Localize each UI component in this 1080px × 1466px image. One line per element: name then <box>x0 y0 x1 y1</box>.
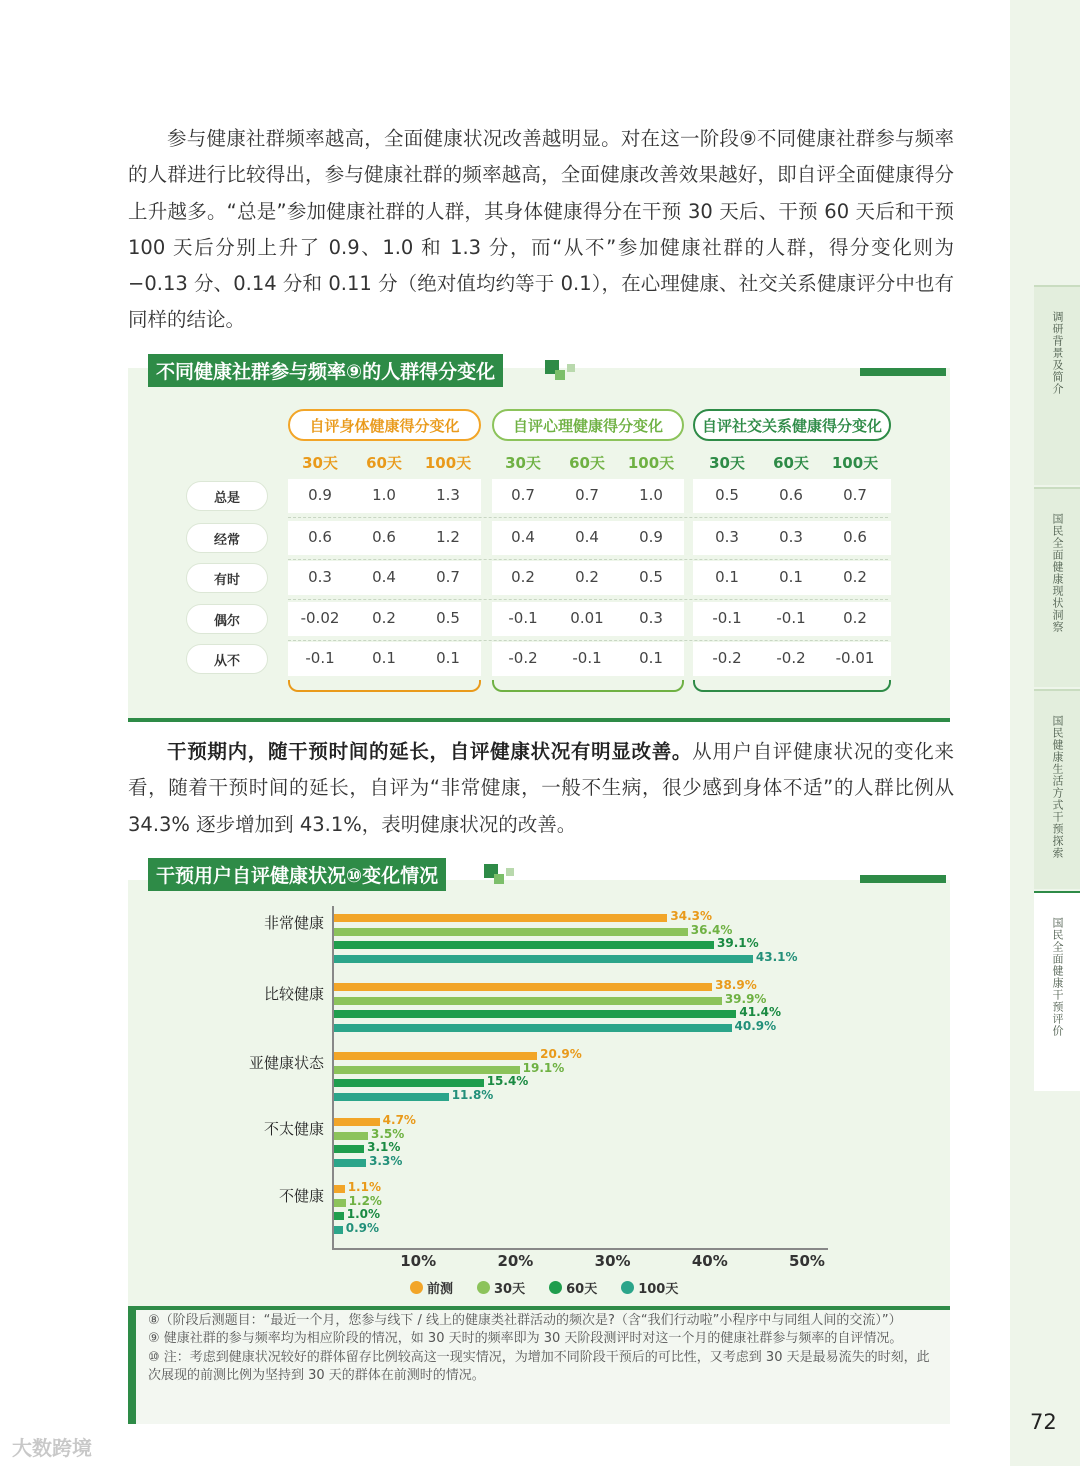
bar-60天 <box>334 941 714 949</box>
bar-60天 <box>334 1079 484 1087</box>
bar-30天 <box>334 1132 368 1140</box>
bar-60天 <box>334 1212 344 1220</box>
legend-item <box>477 1278 525 1297</box>
paragraph-2 <box>128 734 954 843</box>
table-cell: 0.2 <box>511 568 535 586</box>
panel-corner-line <box>860 875 946 883</box>
bar-value-label: 0.9% <box>345 1220 380 1235</box>
bar-30天 <box>334 1066 520 1074</box>
bar-value-label: 39.9% <box>724 991 767 1006</box>
bar-value-label: 1.1% <box>347 1180 381 1194</box>
title-decoration-icon <box>545 358 577 382</box>
bar-value-label: 39.1% <box>717 936 759 950</box>
table-cell: 0.9 <box>308 486 332 504</box>
bar-value-label: 20.9% <box>540 1047 582 1061</box>
bar-60天 <box>334 1145 364 1153</box>
column-header: 30天 <box>505 454 541 472</box>
x-tick-label: 10% <box>400 1252 437 1270</box>
side-tab-3[interactable] <box>1034 689 1080 889</box>
table-cell: 0.1 <box>779 568 803 586</box>
chart-panel-title: 干预用户自评健康状况⑩变化情况 <box>148 858 446 891</box>
table-cell: -0.1 <box>712 609 742 627</box>
paragraph-2-bold: 干预期内，随干预时间的延长，自评健康状况有明显改善。 <box>167 740 693 763</box>
table-cell: 0.3 <box>308 568 332 586</box>
footnote-9: ⑨ 健康社群的参与频率均为相应阶段的情况，如 30 天时的频率即为 30 天阶段测评时对这一个月的健康社群参与频率的自评情况。 <box>148 1331 903 1347</box>
row-label: 有时 <box>186 563 268 593</box>
bar-value-label: 4.7% <box>382 1113 416 1127</box>
table-cell: 0.6 <box>779 486 803 504</box>
legend-label: 60天 <box>566 1282 598 1297</box>
table-cell: 0.2 <box>575 568 599 586</box>
table-cell: 0.5 <box>639 568 663 586</box>
side-tab-label: 国民健康生活方式干预探索 <box>1051 715 1064 859</box>
table-cell: 0.3 <box>639 609 663 627</box>
side-tab-1[interactable] <box>1034 285 1080 485</box>
table-cell: 0.9 <box>639 528 663 546</box>
legend-dot-icon <box>410 1281 423 1294</box>
bar-value-label: 43.1% <box>755 949 798 964</box>
watermark: 大数跨境 <box>12 1436 92 1460</box>
paragraph-1-text: 参与健康社群频率越高，全面健康状况改善越明显。对在这一阶段⑨不同健康社群参与频率的人群进行比较得出，参与健康社群的频率越高，全面健康改善效果越好，即自评全面健康得分上升越多。“总是”参加健康社群的人群，其身体健康得分在干预 30 天后、干预 60 天后和干预 100 天后分别上升了 0.9、1.0 和 1.3 分，而“从不”参加健康社群的人群，得分变化则为 −0.13 分、0.14 分和 0.11 分（绝对值均约等于 0.1），在心理健康、社交关系健康评分中也有同样的结论。 <box>128 127 954 332</box>
title-decoration-icon <box>484 862 516 886</box>
table-cell: 0.1 <box>436 649 460 667</box>
legend-item <box>621 1278 678 1297</box>
category-label: 不健康 <box>278 1187 324 1205</box>
table-cell: 0.5 <box>715 486 739 504</box>
bar-value-label: 15.4% <box>486 1074 529 1088</box>
table-cell: 0.6 <box>843 528 867 546</box>
bar-value-label: 1.0% <box>346 1207 380 1221</box>
table-cell: -0.01 <box>835 649 875 667</box>
table-cell: 0.2 <box>372 609 396 627</box>
bar-前测 <box>334 983 712 991</box>
table-cell: 1.0 <box>372 486 396 504</box>
table-cell: 0.1 <box>715 568 739 586</box>
column-header: 60天 <box>773 454 809 472</box>
group-header: 自评社交关系健康得分变化 <box>693 409 891 441</box>
table-cell: 0.7 <box>511 486 535 504</box>
table-cell: 0.7 <box>575 486 599 504</box>
row-divider <box>288 517 888 518</box>
table-cell: 0.1 <box>639 649 663 667</box>
table-cell: 0.4 <box>372 568 396 586</box>
table-cell: 1.3 <box>436 486 460 504</box>
table-cell: 1.0 <box>639 486 663 504</box>
bar-前测 <box>334 1118 380 1126</box>
row-divider <box>288 599 888 600</box>
bar-100天 <box>334 1024 732 1032</box>
footnote-10: ⑩ 注：考虑到健康状况较好的群体留存比例较高这一现实情况，为增加不同阶段干预后的可比性，又考虑到 30 天是最易流失的时刻，此次展现的前测比例为坚持到 30 天的群体在前测时的情况。 <box>148 1349 930 1383</box>
table-panel-title: 不同健康社群参与频率⑨的人群得分变化 <box>148 354 503 387</box>
legend-dot-icon <box>477 1281 490 1294</box>
bar-value-label: 38.9% <box>715 978 757 992</box>
footnote-8: ⑧（阶段后测题目：“最近一个月，您参与线下 / 线上的健康类社群活动的频次是?（含“我们行动啦”小程序中与同组人间的交流）”） <box>148 1313 902 1328</box>
row-label: 偶尔 <box>186 604 268 634</box>
column-header: 100天 <box>831 454 879 472</box>
row-label: 经常 <box>186 523 268 553</box>
table-cell: -0.1 <box>305 649 335 667</box>
table-cell: -0.02 <box>300 609 340 627</box>
group-header: 自评心理健康得分变化 <box>492 409 684 441</box>
paragraph-1 <box>128 121 954 339</box>
legend-dot-icon <box>549 1281 562 1294</box>
table-cell: 0.6 <box>308 528 332 546</box>
legend-item <box>410 1278 453 1297</box>
table-cell: 0.01 <box>570 609 604 627</box>
x-axis-line <box>332 1248 828 1250</box>
table-cell: 0.4 <box>575 528 599 546</box>
bar-value-label: 3.3% <box>369 1153 403 1168</box>
table-cell: -0.1 <box>776 609 806 627</box>
row-divider <box>288 640 888 641</box>
table-cell: 0.5 <box>436 609 460 627</box>
column-header: 100天 <box>627 454 675 472</box>
chart-legend <box>410 1278 678 1297</box>
category-label: 比较健康 <box>263 985 324 1003</box>
legend-label: 100天 <box>638 1282 679 1297</box>
side-tab-2[interactable] <box>1034 487 1080 687</box>
column-header: 60天 <box>366 454 402 472</box>
group-footer-bracket <box>492 680 684 692</box>
table-cell: -0.1 <box>508 609 538 627</box>
table-cell: 0.7 <box>436 568 460 586</box>
bar-100天 <box>334 1093 449 1101</box>
column-header: 30天 <box>709 454 745 472</box>
bar-前测 <box>334 914 667 922</box>
bar-value-label: 19.1% <box>522 1060 565 1075</box>
column-header: 100天 <box>424 454 472 472</box>
bar-value-label: 41.4% <box>739 1005 782 1019</box>
table-cell: 0.2 <box>843 609 867 627</box>
table-cell: -0.2 <box>508 649 538 667</box>
table-cell: 0.3 <box>779 528 803 546</box>
group-header: 自评身体健康得分变化 <box>288 409 481 441</box>
table-cell: -0.2 <box>712 649 742 667</box>
side-tab-label: 国民全面健康干预评价 <box>1051 917 1064 1037</box>
footnotes <box>128 1310 950 1424</box>
page-number: 72 <box>1030 1410 1057 1434</box>
side-tab-label: 国民全面健康现状洞察 <box>1051 513 1064 633</box>
panel-corner-line <box>860 368 946 376</box>
bar-30天 <box>334 997 722 1005</box>
bar-30天 <box>334 1199 346 1207</box>
category-label: 非常健康 <box>263 914 324 932</box>
table-cell: 0.6 <box>372 528 396 546</box>
table-cell: 0.3 <box>715 528 739 546</box>
bar-value-label: 40.9% <box>734 1018 777 1033</box>
table-cell: 0.2 <box>843 568 867 586</box>
x-tick-label: 40% <box>691 1252 728 1270</box>
bar-value-label: 1.2% <box>348 1193 382 1208</box>
table-cell: 0.4 <box>511 528 535 546</box>
table-cell: 0.7 <box>843 486 867 504</box>
paragraph-2-text: 从用户自评健康状况的变化来看，随着干预时间的延长，自评为“非常健康，一般不生病，很少感到身体不适”的人群比例从 34.3% 逐步增加到 43.1%，表明健康状况的改善。 <box>128 740 954 836</box>
side-tab-label: 调研背景及简介 <box>1051 311 1064 395</box>
row-label: 总是 <box>186 481 268 511</box>
table-cell: 1.2 <box>436 528 460 546</box>
bar-value-label: 11.8% <box>451 1087 494 1102</box>
bar-100天 <box>334 955 753 963</box>
x-tick-label: 30% <box>594 1252 631 1270</box>
bar-value-label: 3.1% <box>367 1140 401 1154</box>
x-tick-label: 20% <box>497 1252 534 1270</box>
side-tab-4-active[interactable] <box>1034 891 1080 1091</box>
bar-前测 <box>334 1052 537 1060</box>
legend-label: 前测 <box>427 1282 454 1297</box>
category-label: 不太健康 <box>263 1120 324 1138</box>
bar-100天 <box>334 1226 343 1234</box>
bar-60天 <box>334 1010 736 1018</box>
row-divider <box>288 559 888 560</box>
bar-value-label: 3.5% <box>371 1126 405 1141</box>
legend-label: 30天 <box>494 1282 526 1297</box>
group-footer-bracket <box>288 680 481 692</box>
column-header: 60天 <box>569 454 605 472</box>
row-label: 从不 <box>186 644 268 674</box>
table-cell: 0.1 <box>372 649 396 667</box>
bar-前测 <box>334 1185 345 1193</box>
bar-30天 <box>334 928 688 936</box>
legend-item <box>549 1278 597 1297</box>
x-tick-label: 50% <box>789 1252 825 1270</box>
category-label: 亚健康状态 <box>248 1054 324 1072</box>
column-header: 30天 <box>302 454 338 472</box>
bar-100天 <box>334 1159 366 1167</box>
bar-value-label: 34.3% <box>670 909 713 923</box>
legend-dot-icon <box>621 1281 634 1294</box>
group-footer-bracket <box>693 680 891 692</box>
table-cell: -0.2 <box>776 649 806 667</box>
table-cell: -0.1 <box>572 649 602 667</box>
bar-value-label: 36.4% <box>690 922 733 937</box>
